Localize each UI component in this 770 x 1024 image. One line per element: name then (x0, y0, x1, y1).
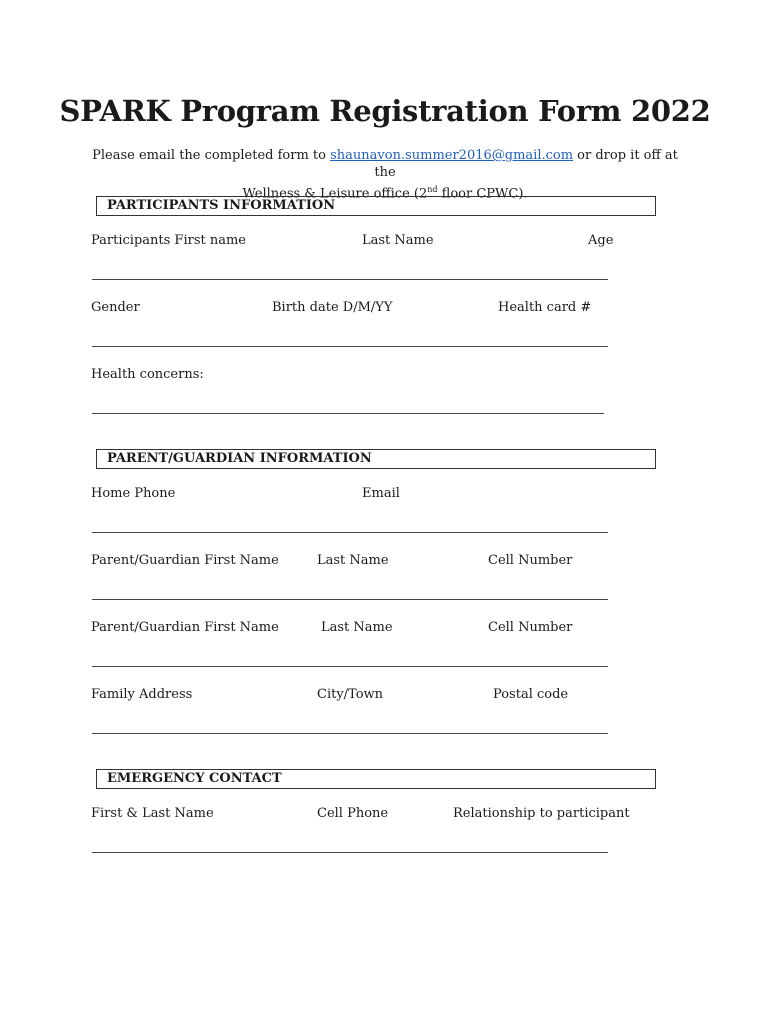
email-label: Email (362, 486, 400, 501)
guardian1-first-name-label: Parent/Guardian First Name (91, 553, 279, 568)
emergency-name-label: First & Last Name (91, 806, 214, 821)
participant-name-line[interactable] (92, 279, 608, 280)
guardian2-line[interactable] (92, 666, 608, 667)
postal-code-label: Postal code (493, 687, 569, 702)
guardian1-line[interactable] (92, 599, 608, 600)
instructions-text-2: or drop it off at the (374, 148, 678, 180)
guardian2-cell-label: Cell Number (488, 620, 573, 635)
emergency-section-header (96, 769, 656, 789)
parent-section-header (96, 449, 656, 469)
participant-first-name-label: Participants First name (91, 233, 246, 248)
instructions-text-3: Wellness & Leisure office (2 (242, 186, 428, 202)
instructions-superscript: nd (427, 185, 438, 194)
form-title: SPARK Program Registration Form 2022 (59, 94, 711, 128)
home-phone-label: Home Phone (91, 486, 176, 501)
instructions-text-4: floor CPWC). (437, 186, 528, 202)
email-link[interactable]: shaunavon.summer2016@gmail.com (330, 148, 574, 163)
parent-section-title: PARENT/GUARDIAN INFORMATION (107, 451, 372, 466)
form-instructions (90, 147, 680, 202)
participant-health-card-label: Health card # (498, 300, 592, 315)
address-line[interactable] (92, 733, 608, 734)
participants-section-title: PARTICIPANTS INFORMATION (107, 198, 336, 213)
emergency-section-title: EMERGENCY CONTACT (107, 771, 282, 786)
guardian2-first-name-label: Parent/Guardian First Name (91, 620, 279, 635)
participant-details-line[interactable] (92, 346, 608, 347)
health-concerns-label: Health concerns: (91, 367, 204, 382)
participant-age-label: Age (588, 233, 614, 248)
emergency-relationship-label: Relationship to participant (453, 806, 630, 821)
guardian1-cell-label: Cell Number (488, 553, 573, 568)
instructions-text-1: Please email the completed form to (92, 148, 331, 163)
participant-last-name-label: Last Name (362, 233, 434, 248)
city-town-label: City/Town (317, 687, 384, 702)
participant-gender-label: Gender (91, 300, 140, 315)
emergency-cell-label: Cell Phone (317, 806, 389, 821)
health-concerns-line[interactable] (92, 413, 604, 414)
participants-section-header (96, 196, 656, 216)
contact-line[interactable] (92, 532, 608, 533)
participant-birth-date-label: Birth date D/M/YY (272, 300, 393, 315)
guardian2-last-name-label: Last Name (321, 620, 393, 635)
family-address-label: Family Address (91, 687, 193, 702)
guardian1-last-name-label: Last Name (317, 553, 389, 568)
emergency-line[interactable] (92, 852, 608, 853)
